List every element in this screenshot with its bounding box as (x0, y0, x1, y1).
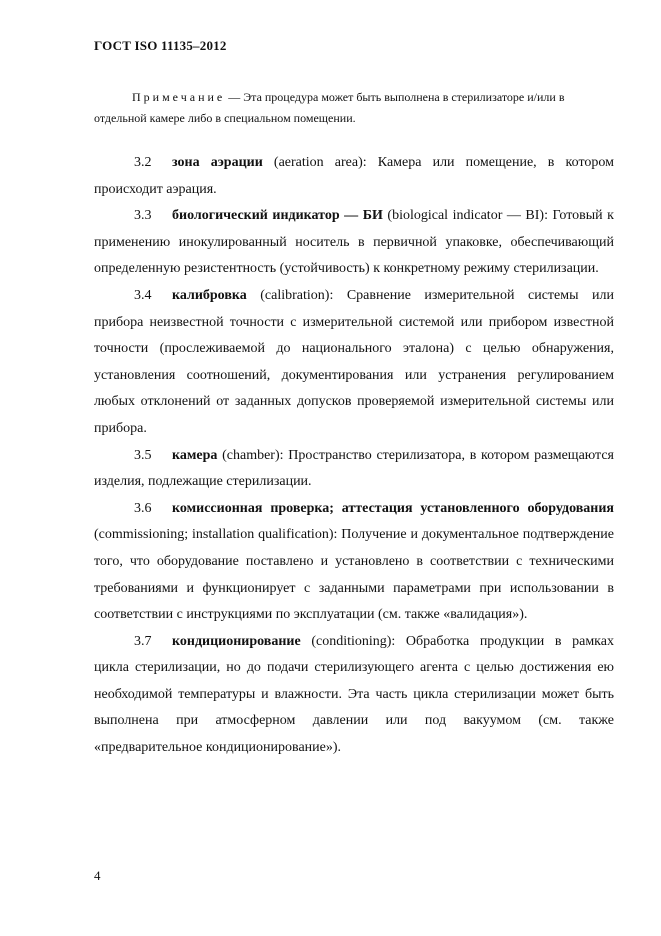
page-number: 4 (94, 868, 101, 883)
term-definition: (aeration area): Камера или помещение, в котором происходит аэрация. (94, 155, 614, 197)
term-entry-3-7 (94, 629, 614, 762)
term-name: камера (172, 447, 218, 463)
term-definition: (chamber): Пространство стерилизатора, в котором размещаются изделия, подлежащие стерилизации. (94, 447, 614, 490)
term-number: 3.3 (134, 208, 152, 224)
term-definition: (conditioning): Обработка продукции в рамках цикла стерилизации, но до подачи стерилизующего агента с целью достижения ею необходимой температуры и влажности. Эта часть цикла стерилизации может быть выполнена при атмосферном давлении или под вакуумом (см. также «предварительное кондиционирование»). (94, 633, 614, 756)
term-definition: (commissioning; installation qualification): Получение и документальное подтверждение того, что оборудование поставлено и установлено в соответствии с техническими требованиями и функционирует с заданными параметрами при использовании в соответствии с инструкциями по эксплуатации (см. также «валидация»). (94, 527, 614, 623)
term-definition: (biological indicator — BI): Готовый к применению инокулированный носитель в первичной упаковке, обеспечивающий определенную резистентность (устойчивость) к конкретному режиму стерилизации. (94, 208, 614, 277)
term-entry-3-5 (94, 443, 614, 496)
term-name: биологический индикатор — БИ (172, 208, 383, 224)
term-entry-3-2 (94, 150, 614, 203)
term-name: комиссионная проверка; аттестация установленного оборудования (172, 500, 614, 516)
term-number: 3.4 (134, 287, 152, 303)
term-number: 3.6 (134, 500, 152, 516)
document-header: ГОСТ ISO 11135–2012 (94, 38, 227, 53)
note-paragraph (94, 87, 614, 129)
note-text: Эта процедура может быть выполнена в стерилизаторе и/или в отдельной камере либо в специальном помещении. (94, 90, 565, 125)
term-definition: (calibration): Сравнение измерительной системы или прибора неизвестной точности с измерительной системой или прибором известной точности (прослеживаемой до национального эталона) с целью обнаружения, установления соотношений, документирования или устранения регулированием любых отклонений от заданных допусков проверяемой измерительной системы или прибора. (94, 287, 614, 436)
note-dash: — (225, 90, 244, 104)
term-number: 3.2 (134, 155, 152, 170)
term-name: зона аэрации (172, 155, 263, 170)
term-name: кондиционирование (172, 633, 301, 649)
note-block (94, 87, 614, 129)
terms-list (94, 150, 614, 762)
note-label: Примечание (132, 90, 226, 104)
term-number: 3.7 (134, 633, 152, 649)
term-entry-3-4 (94, 283, 614, 443)
term-name: калибровка (172, 287, 247, 303)
term-entry-3-3 (94, 203, 614, 283)
term-entry-3-6 (94, 496, 614, 629)
term-number: 3.5 (134, 447, 152, 463)
